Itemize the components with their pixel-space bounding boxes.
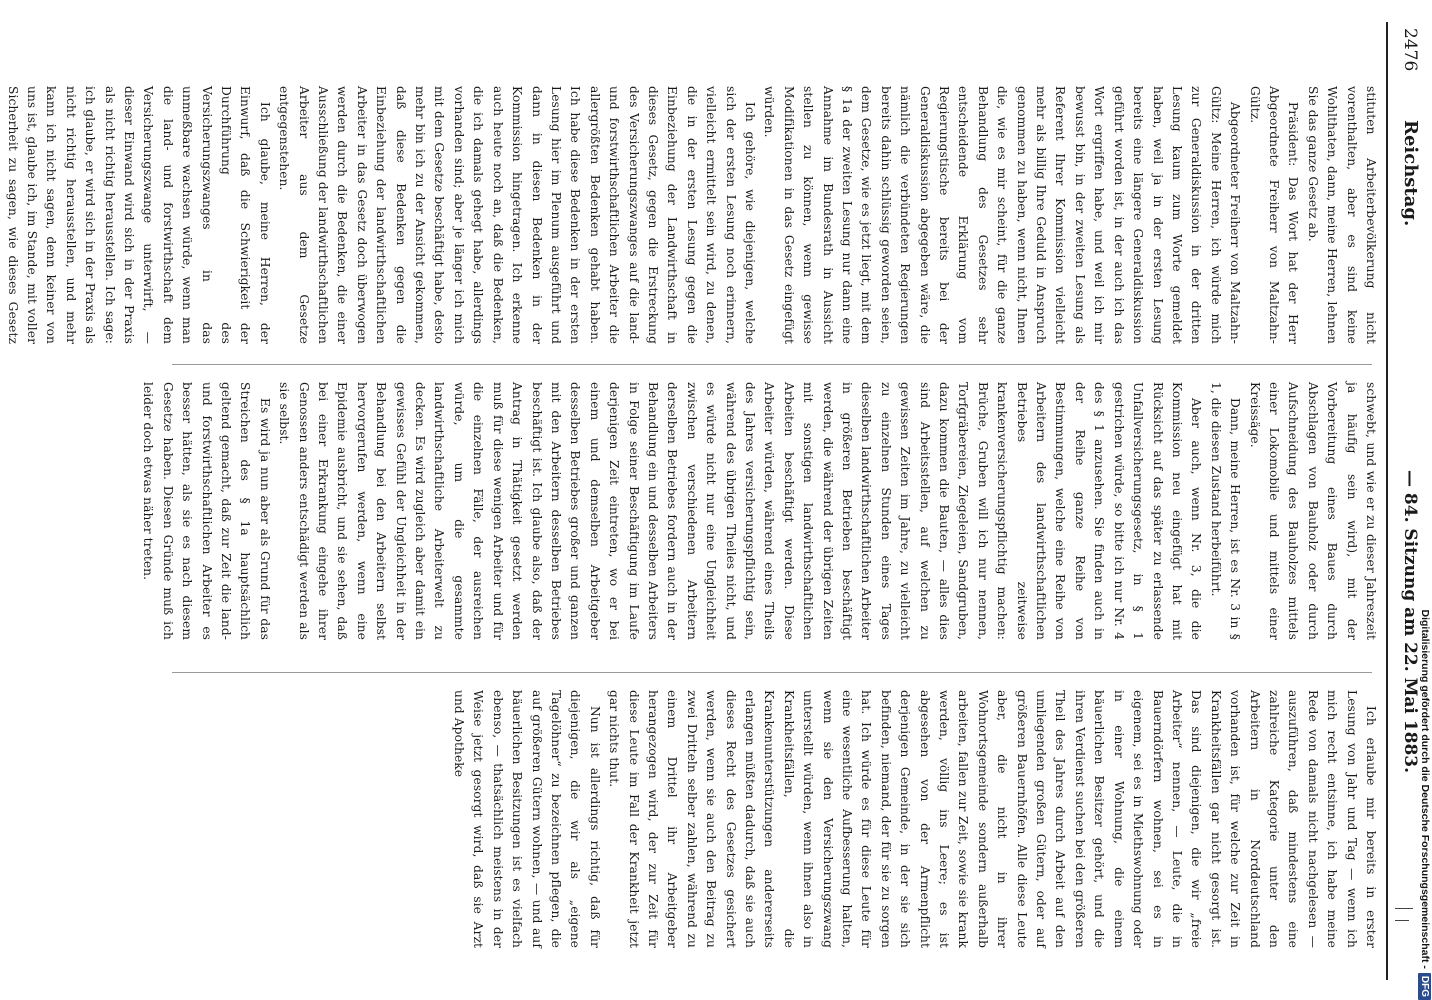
text-column-1 bbox=[5, 86, 1380, 344]
paragraph: stituten Arbeiterbevölkerung nicht vorenthalten, aber es sind keine Wohlthaten, dann, meine Herren, lehnen Sie das ganze Gesetz ab. bbox=[1305, 86, 1378, 344]
paragraph: Ich glaube, meine Herren, der Einwurf, daß die Schwierigkeit der Durchführung des Versicherungszwanges in das unmeßbare wachsen würde, wenn man die land- und forstwirthschaft dem Versicherungszwange unterwirft, — dieser Einwand wird sich in der Praxis als nicht richtig herausstellen. Ich sage: ich glaube, er wird sich in der Praxis als nicht richtig herausstellen, und mehr kann ich nicht sagen, denn keiner von uns ist, glaube ich, im Stande, mit voller Sicherheit zu sagen, wie dieses Gesetz bbox=[5, 86, 272, 344]
page-number: 2476 bbox=[1400, 28, 1420, 72]
text-column-2 bbox=[140, 382, 1380, 640]
paragraph: Abgeordneter Freiherr von Maltzahn-Gültz: Meine Herren, ich würde mich zur Generaldiskussion in der dritten Lesung kaum zum Worte gemeldet haben, weil ja in der ersten Lesung bereits eine längere Generaldiskussion geführt worden ist, in der auch ich das Wort ergriffen habe, und weil ich mir bewusst bin, in der zweiten Lesung als Referent Ihrer Kommission vielleicht mehr als billig Ihre Geduld in Anspruch genommen zu haben, wenn nicht, Ihnen die, wie es mir scheint, für die ganze Behandlung des Gesetzes sehr entscheidende Erklärung vom Regierungstische bereits bei der Generaldiskussion abgegeben wäre, die nämlich die verbündeten Regierungen bereits dahin schlüssig geworden seien, dem Gesetze, wie es jetzt liegt, mit dem § 1a der zweiten Lesung nur dann eine Annahme im Bundesrath in Aussicht stellen zu können, wenn gewisse Modifikationen in das Gesetz eingefügt würden. bbox=[762, 86, 1243, 344]
scan-mark bbox=[1395, 920, 1409, 921]
paragraph: Es wird ja nun aber als Grund für das Streichen des § 1a hauptsächlich geltend gemacht, daß zur Zeit die land- und forstwirthschaftlichen Arbeiter es besser hätten, als sie es nach diesem Gesetze haben. Diesen Gründe muß ich leider doch etwas näher treten. bbox=[141, 382, 272, 640]
paragraph: schwebt, und wie er zu dieser Jahreszeit ja häufig sein wird), mit der Vorbereitung eines Baues durch Abschlagen von Bauholz oder durch Aufschneidung des Bauholzes mittels einer Lokomobile und mittels einer Kreissäge. bbox=[1247, 382, 1378, 640]
paragraph: Nun ist allerdings richtig, daß für diejenigen, die wir als „eigene Tagelöhner“ zu bezeichnen pflegen, die auf größeren Gütern wohnen, — und auf bäuerlichen Besitzungen ist es vielfach ebenso, — thatsächlich meistens in der Weise jetzt gesorgt wird, daß sie Arzt und Apotheke bbox=[451, 690, 602, 948]
paragraph: Ich erlaube mir bereits in erster Lesung von Jahr und Tag — wenn ich mich recht entsinne, ich habe meine Rede von damals nicht nachgelesen — auszuführen, daß mindestens eine zahlreiche Kategorie unter den Arbeitern in Norddeutschland vorhanden ist, für welche zur Zeit in Krankheitsfällen gar nicht gesorgt ist. Das sind diejenigen, die wir „freie Arbeiter“ nennen, — Leute, die in Bauerndörfern wohnen, sei es in eigenem, sei es in Miethswohnung oder in einer Wohnung, die einem bäuerlichen Besitzer gehört, und die ihren Verdienst suchen bei den größeren Theil des Jahres durch Arbeit auf den umliegenden großen Gütern, oder auf größeren Bauernhöfen. Alle diese Leute aber, die nicht in ihrer Wohnortsgemeinde sondern außerhalb arbeiten, fallen zur Zeit, sowie sie krank werden, völlig ins Leere; es ist abgesehen von der Armenpflicht derjenigen Gemeinde, in der sie sich befinden, niemand, der für sie zu sorgen hat. Ich würde es für diese Leute für eine wesentliche Aufbesserung halten, wenn sie den Versicherungszwang unterstellt würden, wenn ihnen also in Krankheitsfällen, die Krankenunterstützungen andererseits erlangen müßten dadurch, daß sie auch dieses Recht des Gesetzes gesichert werden, wenn sie auch den Beitrag zu zwei Dritteln selber zahlen, während zu einem Drittel ihr Arbeitgeber herangezogen wird, der zur Zeit für diese Leute im Fall der Krankheit jetzt gar nichts thut. bbox=[607, 690, 1378, 948]
credit-text: Digitalisierung gefördert durch die Deutsche Forschungsgemeinschaft - bbox=[1419, 609, 1431, 969]
header-rule bbox=[1386, 22, 1388, 980]
paragraph: Dann, meine Herren, ist es Nr. 3 in § 1, die diesen Zustand herbeiführt. bbox=[1208, 382, 1243, 640]
column-divider bbox=[172, 364, 1372, 365]
dfg-logo: DFG bbox=[1419, 973, 1432, 1000]
paragraph: Präsident: Das Wort hat der Herr Abgeordnete Freiherr von Maltzahn-Gültz. bbox=[1247, 86, 1301, 344]
text-column-3 bbox=[140, 690, 1380, 948]
scan-mark bbox=[1395, 908, 1413, 909]
digitization-credit bbox=[1418, 0, 1432, 1000]
paragraph: Ich gehöre, wie diejenigen, welche sich der ersten Lesung noch erinnern, vielleicht ermittelt sein wird, zu denen, die in der ersten Lesung gegen die Einbeziehung der Landwirthschaft in dieses Gesetz, gegen die Erstreckung des Versicherungszwanges auf die land- und forstwirthschaftlichen Arbeiter die allergrößten Bedenken gehabt haben. Ich habe diese Bedenken in der ersten Lesung hier im Plenum ausgeführt und dann in diesen Bedenken in der Kommission hingetragen. Ich erkenne auch heute noch an, daß die Bedenken, die ich damals gehegt habe, allerdings vorhanden sind; aber je länger ich mich mit dem Gesetze beschäftigt habe, desto mehr bin ich zu der Ansicht gekommen, daß diese Bedenken gegen die Einbeziehung der landwirthschaftlichen Arbeiter in das Gesetz doch überwogen werden durch die Bedenken, die einer Ausschließung der landwirthschaftlichen Arbeiter aus dem Gesetze entgegenstehen. bbox=[277, 86, 757, 344]
publication-title: Reichstag. bbox=[1400, 120, 1421, 227]
paragraph: Aber auch, wenn Nr. 3, die die Kommission neu eingefügt hat mit Rücksicht auf das später zu erlassende Unfallversicherungsgesetz, in § 1 gestrichen würde, so bitte ich nur Nr. 4 des § 1 anzusehen. Sie finden auch in der Reihe ganze Reihe von Bestimmungen, welche eine Reihe von Arbeitern des landwirthschaftlichen Betriebes zeitweise krankenversicherungspflichtig machen: Brüche, Gruben will ich nur nennen, Torfgräbereien, Ziegeleien, Sandgruben, dazu kommen die Bauten, — alles dies sind Arbeitsstellen, auf welchen zu gewissen Zeiten im Jahre, zu vielleicht zu einzelnen Stunden eines Tages dieselben landwirthschaftlichen Arbeiter in größeren Betrieben beschäftigt werden, die während der übrigen Zeiten mit sonstigen landwirthschaftlichen Arbeiten beschäftigt werden. Diese Arbeiter würden, während eines Theils des Jahres versicherungspflichtig sein, während des übrigen Theiles nicht, und es würde nicht nur eine Ungleichheit zwischen verschiedenen Arbeitern derselben Betriebes fordern auch in der Behandlung ein und desselben Arbeiters in Folge seiner Beschäftigung im Laufe derjenigen Zeit eintreten, wo er bei einem und demselben Arbeitgeber desselben Betriebes großer und ganzen mit den Arbeitern desselben Betriebes beschäftigt ist. Ich glaube also, daß der Antrag in Thätigkeit gesetzt werden muß für diese wenigen Arbeiter und für die einzelnen Fälle, der ausreichen würde, um die gesammte landwirthschaftliche Arbeiterwelt zu decken. Es wird zugleich aber damit ein gewisses Gefühl der Ungleichheit in der Behandlung bei den Arbeitern selbst hervorgerufen werden, wenn eine Epidemie ausbricht, und sie sehen, daß bei einer Erkrankung eingehe ihrer Genossen anders entschädigt werden als sie selbst. bbox=[277, 382, 1204, 640]
session-title: — 84. Sitzung am 22. Mai 1883. bbox=[1400, 470, 1420, 774]
column-divider bbox=[172, 672, 1372, 673]
